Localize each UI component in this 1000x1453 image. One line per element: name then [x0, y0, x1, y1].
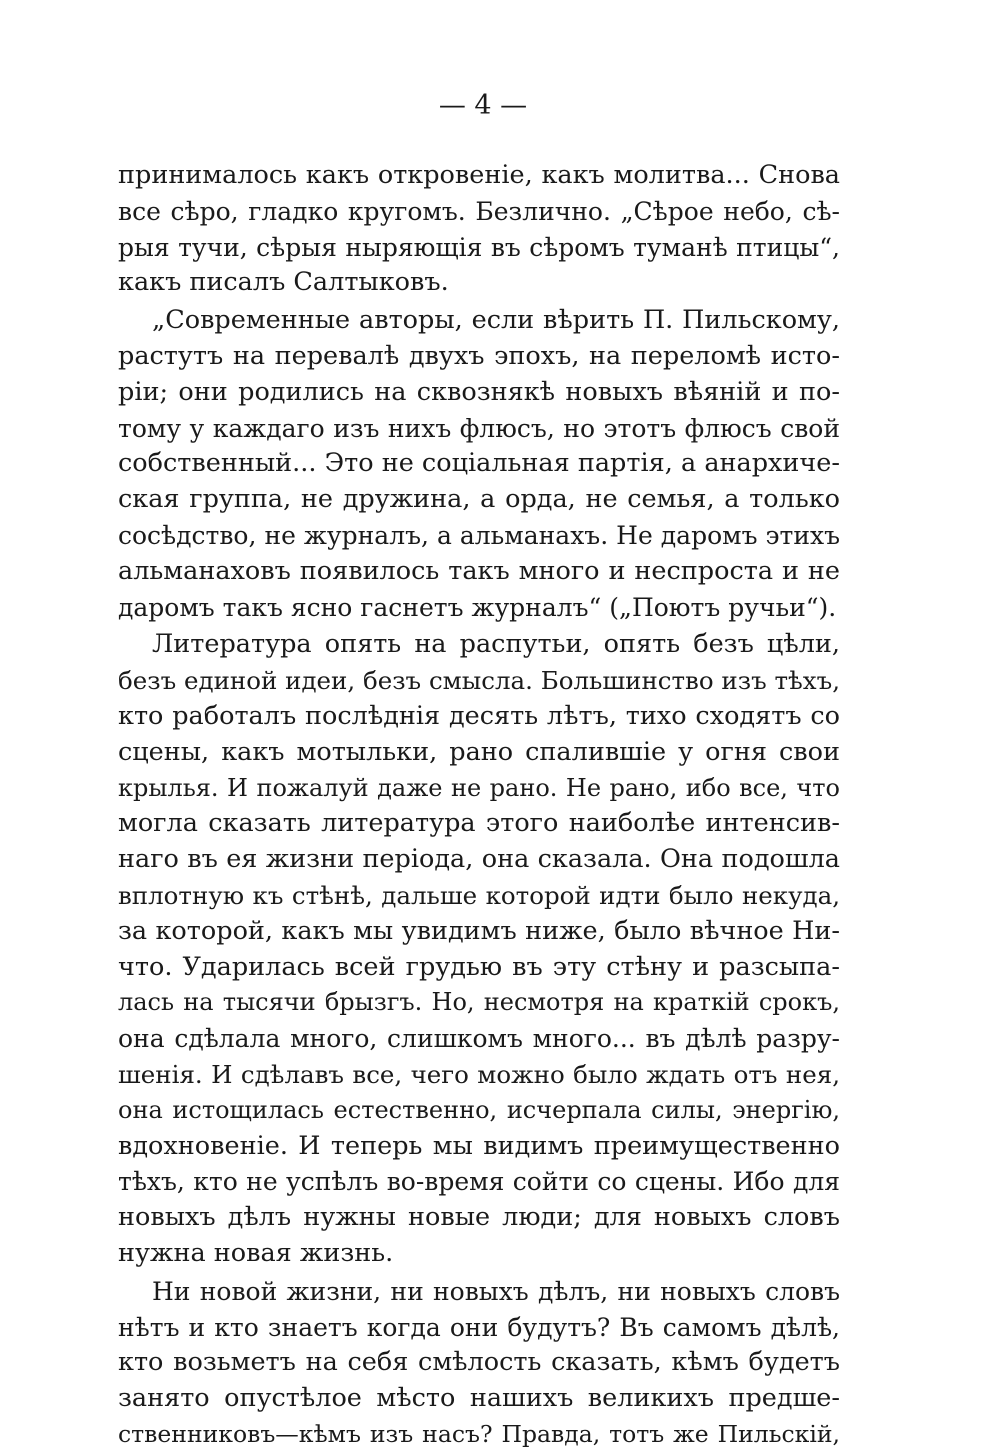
paragraph — [118, 158, 840, 301]
text-line: шенія. И сдѣлавъ все, чего можно было ждать отъ нея, — [118, 1059, 840, 1089]
book-page — [118, 88, 840, 1453]
text-line: занято опустѣлое мѣсто нашихъ великихъ предше- — [118, 1383, 840, 1414]
text-line: даромъ такъ ясно гаснетъ журналъ“ („Поютъ ручьи“). — [118, 592, 837, 622]
text-line: растутъ на перевалѣ двухъ эпохъ, на переломѣ исто- — [118, 340, 840, 371]
text-line: сосѣдство, не журналъ, а альманахъ. Не даромъ этихъ — [118, 520, 840, 550]
text-line: безъ единой идеи, безъ смысла. Большинство изъ тѣхъ, — [118, 666, 840, 696]
text-line: нужна новая жизнь. — [118, 1237, 394, 1268]
text-line: ственниковъ—кѣмъ изъ насъ? Правда, тотъ же Пильскій, — [118, 1419, 840, 1448]
paragraph — [118, 303, 840, 625]
text-line: альманаховъ появилось такъ много и неспроста и не — [118, 555, 840, 586]
text-line: могла сказать литература этого наиболѣе интенсив- — [118, 808, 840, 839]
text-line: нѣтъ и кто знаетъ когда они будутъ? Въ самомъ дѣлѣ, — [118, 1312, 840, 1342]
text-line: Литература опять на распутьи, опять безъ цѣли, — [152, 629, 840, 660]
text-line: крылья. И пожалуй даже не рано. Не рано, ибо все, что — [118, 773, 840, 802]
text-line: она истощилась естественно, исчерпала силы, энергію, — [118, 1095, 840, 1124]
text-line: принималось какъ откровеніе, какъ молитва... Снова — [118, 160, 840, 190]
page-number: — 4 — — [438, 90, 528, 121]
text-line: вплотную къ стѣнѣ, дальше которой идти было некуда, — [118, 880, 840, 910]
text-line: ская группа, не дружина, а орда, не семья, а только — [118, 484, 840, 515]
paragraph — [118, 627, 840, 1271]
paragraph — [118, 1274, 840, 1453]
text-line: тому у каждаго изъ нихъ флюсъ, но этотъ флюсъ свой — [118, 413, 840, 443]
text-line: она сдѣлала много, слишкомъ много... въ дѣлѣ разру- — [118, 1024, 840, 1054]
text-line: все сѣро, гладко кругомъ. Безлично. „Сѣрое небо, сѣ- — [118, 196, 840, 226]
text-line: новыхъ дѣлъ нужны новые люди; для новыхъ словъ — [118, 1202, 840, 1233]
text-line: вдохновеніе. И теперь мы видимъ преимущественно — [118, 1130, 840, 1161]
text-line: кто возьметъ на себя смѣлость сказать, кѣмъ будетъ — [118, 1347, 840, 1378]
text-line: наго въ ея жизни періода, она сказала. Она подошла — [118, 844, 840, 875]
body-text — [118, 158, 840, 1453]
text-line: за которой, какъ мы увидимъ ниже, было вѣчное Ни- — [118, 915, 840, 946]
text-line: собственный... Это не соціальная партія, а анархиче- — [118, 448, 840, 479]
text-line: что. Ударилась всей грудью въ эту стѣну и разсыпа- — [118, 951, 840, 982]
text-line: кто работалъ послѣднія десять лѣтъ, тихо сходятъ со — [118, 700, 840, 731]
text-line: какъ писалъ Салтыковъ. — [118, 267, 449, 298]
text-line: Ни новой жизни, ни новыхъ дѣлъ, ни новыхъ словъ — [152, 1276, 840, 1306]
text-line: „Современные авторы, если вѣрить П. Пильскому, — [152, 305, 840, 336]
text-line: сцены, какъ мотыльки, рано спалившіе у огня свои — [118, 736, 840, 767]
text-line: рыя тучи, сѣрыя ныряющія въ сѣромъ туманѣ птицы“, — [118, 232, 840, 262]
text-line: ріи; они родились на сквознякѣ новыхъ вѣяній и по- — [118, 376, 840, 407]
text-line: тѣхъ, кто не успѣлъ во-время сойти со сцены. Ибо для — [118, 1167, 840, 1197]
text-line: лась на тысячи брызгъ. Но, несмотря на краткій срокъ, — [118, 988, 840, 1017]
